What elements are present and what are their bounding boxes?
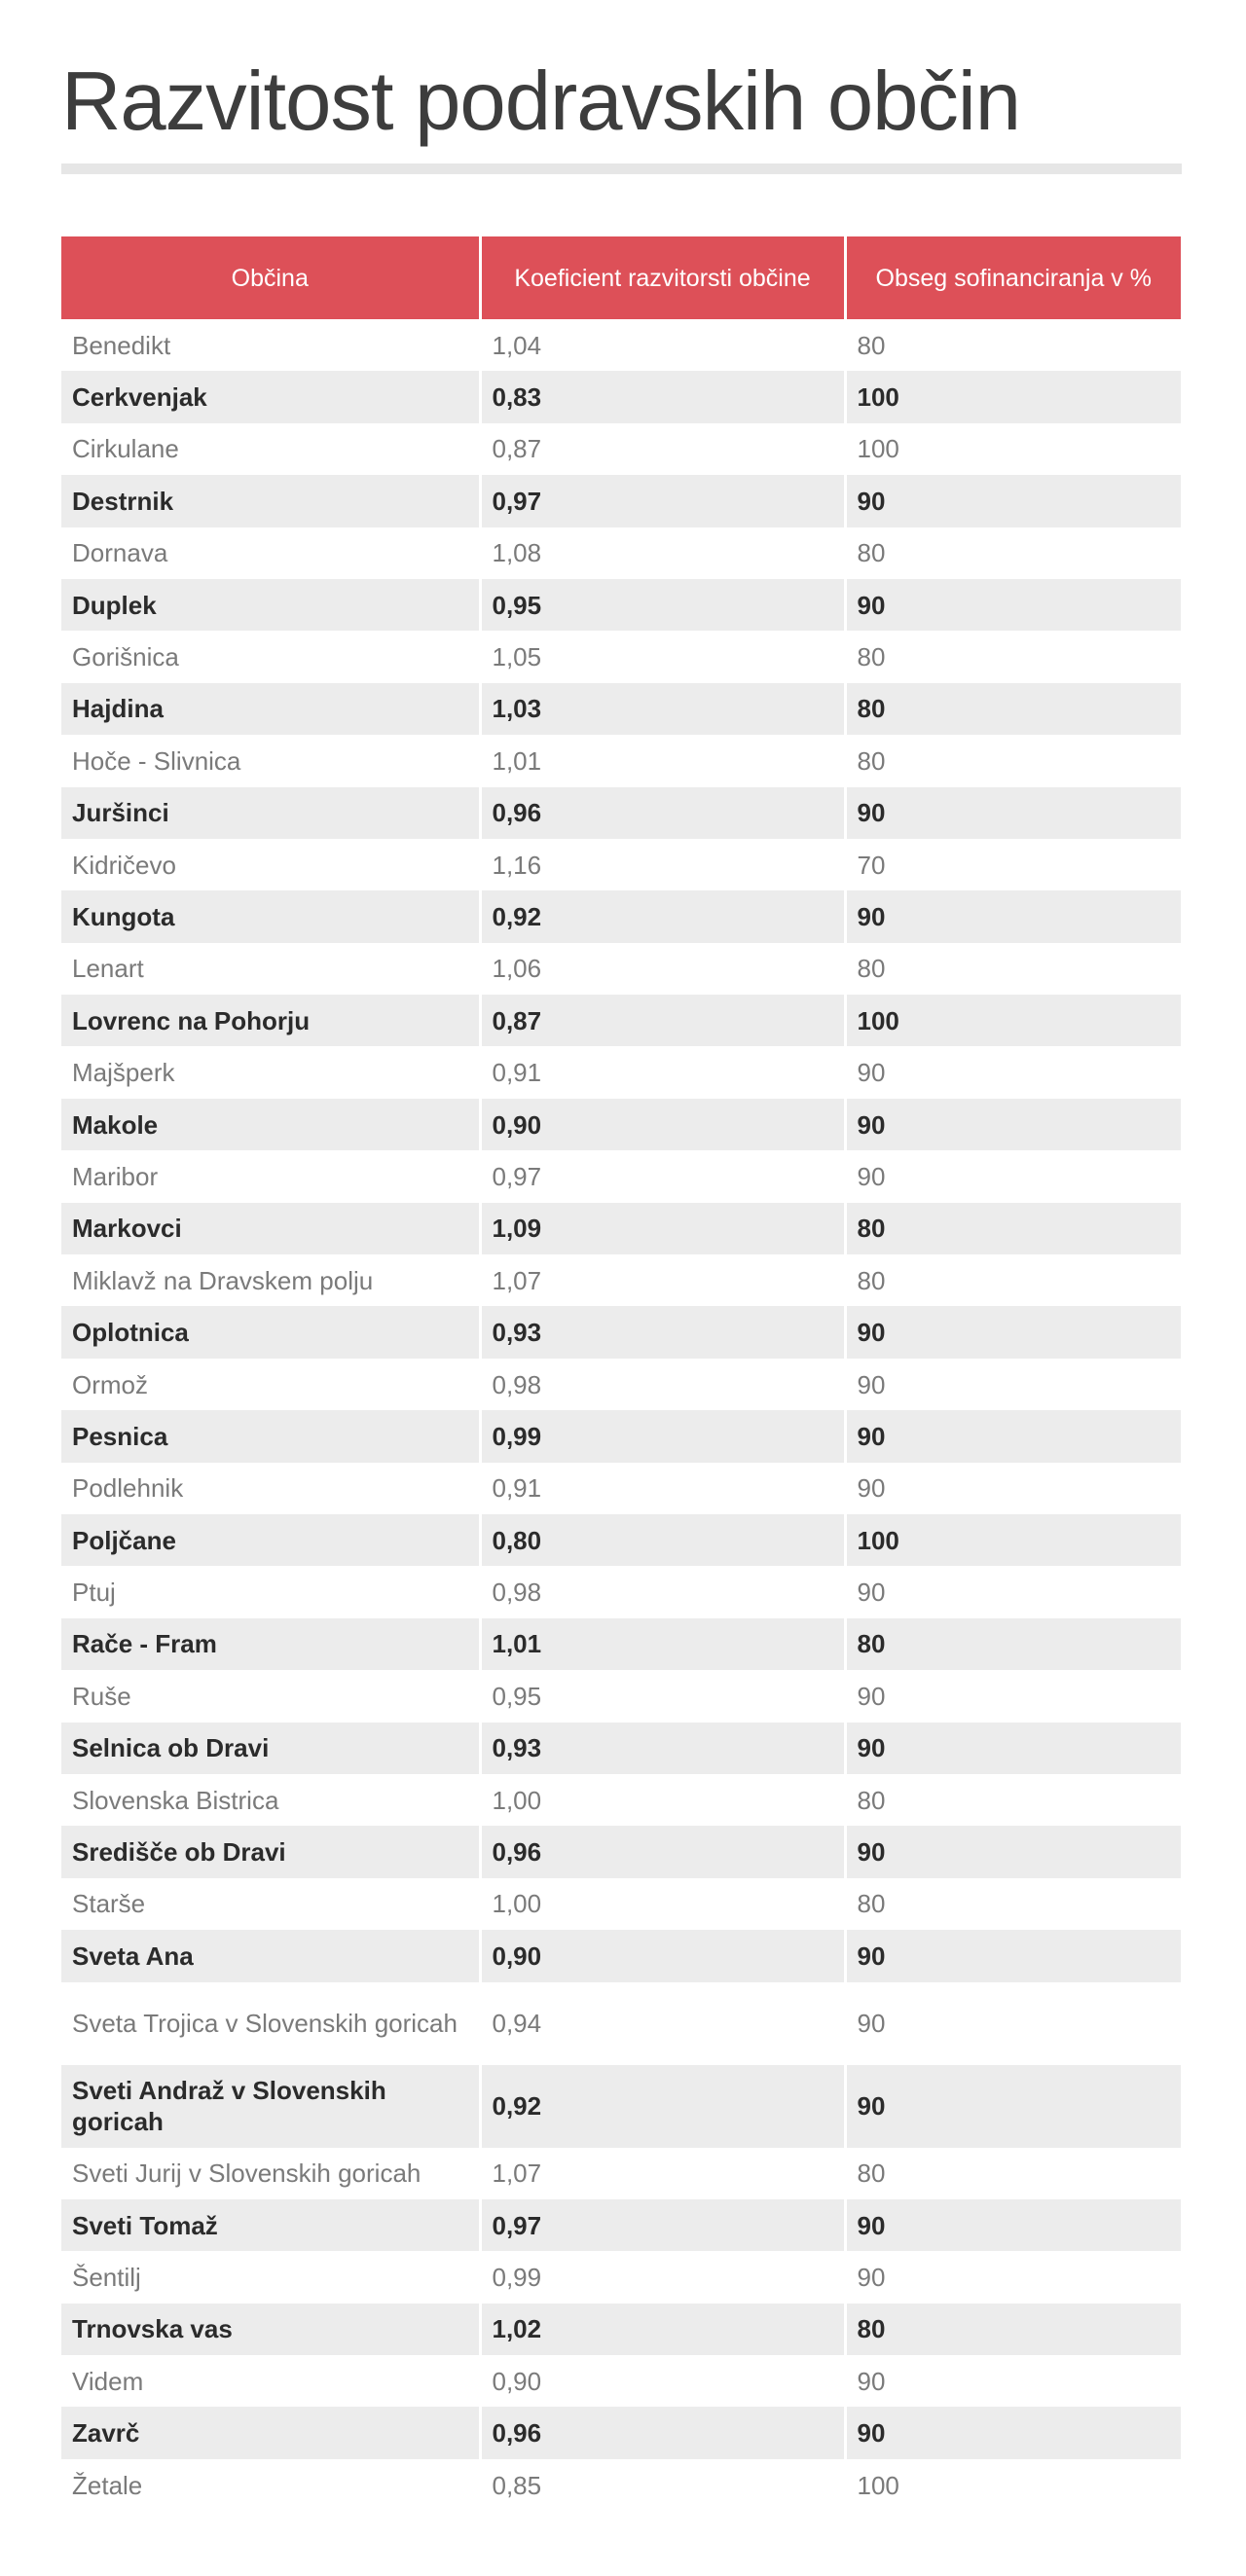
municipality-cell: Gorišnica bbox=[61, 631, 480, 682]
municipality-cell: Pesnica bbox=[61, 1410, 480, 1462]
coefficient-cell: 1,07 bbox=[480, 2148, 845, 2199]
coefficient-cell: 0,93 bbox=[480, 1723, 845, 1774]
coefficient-cell: 0,96 bbox=[480, 2407, 845, 2458]
table-row bbox=[61, 1410, 1181, 1462]
table-row bbox=[61, 1514, 1181, 1566]
cofinancing-cell: 80 bbox=[845, 527, 1181, 579]
municipality-cell: Žetale bbox=[61, 2459, 480, 2511]
table-row bbox=[61, 579, 1181, 631]
municipality-cell: Ormož bbox=[61, 1359, 480, 1410]
cofinancing-cell: 90 bbox=[845, 1099, 1181, 1150]
table-row bbox=[61, 475, 1181, 526]
cofinancing-cell: 90 bbox=[845, 1930, 1181, 1981]
cofinancing-cell: 90 bbox=[845, 2355, 1181, 2407]
municipality-cell: Videm bbox=[61, 2355, 480, 2407]
title-divider bbox=[61, 163, 1182, 174]
table-row bbox=[61, 1566, 1181, 1617]
cofinancing-cell: 90 bbox=[845, 787, 1181, 839]
municipality-cell: Juršinci bbox=[61, 787, 480, 839]
table-row bbox=[61, 1203, 1181, 1254]
table-row bbox=[61, 2065, 1181, 2148]
cofinancing-cell: 100 bbox=[845, 371, 1181, 422]
table-row bbox=[61, 2407, 1181, 2458]
municipality-cell: Šentilj bbox=[61, 2251, 480, 2303]
cofinancing-cell: 80 bbox=[845, 2304, 1181, 2355]
municipality-cell: Miklavž na Dravskem polju bbox=[61, 1254, 480, 1306]
coefficient-cell: 0,96 bbox=[480, 787, 845, 839]
table-header bbox=[61, 236, 1181, 319]
cofinancing-cell: 80 bbox=[845, 631, 1181, 682]
cofinancing-cell: 90 bbox=[845, 1982, 1181, 2065]
municipality-cell: Markovci bbox=[61, 1203, 480, 1254]
table-row bbox=[61, 2459, 1181, 2511]
municipality-cell: Kidričevo bbox=[61, 839, 480, 890]
cofinancing-cell: 90 bbox=[845, 890, 1181, 942]
municipality-cell: Zavrč bbox=[61, 2407, 480, 2458]
cofinancing-cell: 80 bbox=[845, 1618, 1181, 1670]
table-row bbox=[61, 1774, 1181, 1826]
cofinancing-cell: 80 bbox=[845, 2148, 1181, 2199]
table-row bbox=[61, 1046, 1181, 1098]
municipality-cell: Majšperk bbox=[61, 1046, 480, 1098]
table-row bbox=[61, 735, 1181, 786]
table-row bbox=[61, 890, 1181, 942]
cofinancing-cell: 80 bbox=[845, 1203, 1181, 1254]
table-row bbox=[61, 2304, 1181, 2355]
table-row bbox=[61, 1618, 1181, 1670]
municipality-cell: Hajdina bbox=[61, 683, 480, 735]
table-row bbox=[61, 1254, 1181, 1306]
coefficient-cell: 0,93 bbox=[480, 1306, 845, 1358]
table-row bbox=[61, 1306, 1181, 1358]
table-row bbox=[61, 1930, 1181, 1981]
table-row bbox=[61, 371, 1181, 422]
municipality-cell: Dornava bbox=[61, 527, 480, 579]
municipality-cell: Središče ob Dravi bbox=[61, 1826, 480, 1877]
table-row bbox=[61, 527, 1181, 579]
table-row bbox=[61, 2251, 1181, 2303]
coefficient-cell: 0,90 bbox=[480, 1099, 845, 1150]
coefficient-cell: 0,90 bbox=[480, 1930, 845, 1981]
municipality-cell: Sveti Jurij v Slovenskih goricah bbox=[61, 2148, 480, 2199]
column-header-municipality: Občina bbox=[61, 236, 480, 319]
coefficient-cell: 1,01 bbox=[480, 735, 845, 786]
cofinancing-cell: 90 bbox=[845, 1826, 1181, 1877]
cofinancing-cell: 90 bbox=[845, 1150, 1181, 1202]
coefficient-cell: 1,07 bbox=[480, 1254, 845, 1306]
municipality-cell: Lenart bbox=[61, 943, 480, 995]
cofinancing-cell: 90 bbox=[845, 579, 1181, 631]
coefficient-cell: 0,87 bbox=[480, 423, 845, 475]
coefficient-cell: 0,97 bbox=[480, 1150, 845, 1202]
cofinancing-cell: 100 bbox=[845, 2459, 1181, 2511]
coefficient-cell: 0,94 bbox=[480, 1982, 845, 2065]
municipality-cell: Duplek bbox=[61, 579, 480, 631]
column-header-cofinancing: Obseg sofinanciranja v % bbox=[845, 236, 1181, 319]
coefficient-cell: 0,95 bbox=[480, 1670, 845, 1722]
coefficient-cell: 1,02 bbox=[480, 2304, 845, 2355]
cofinancing-cell: 90 bbox=[845, 1359, 1181, 1410]
coefficient-cell: 1,04 bbox=[480, 319, 845, 371]
municipality-cell: Lovrenc na Pohorju bbox=[61, 995, 480, 1046]
table-row bbox=[61, 631, 1181, 682]
header-row bbox=[61, 236, 1181, 319]
cofinancing-cell: 90 bbox=[845, 1410, 1181, 1462]
cofinancing-cell: 80 bbox=[845, 1774, 1181, 1826]
table-row bbox=[61, 683, 1181, 735]
cofinancing-cell: 90 bbox=[845, 2065, 1181, 2148]
coefficient-cell: 0,97 bbox=[480, 2199, 845, 2251]
municipality-cell: Oplotnica bbox=[61, 1306, 480, 1358]
coefficient-cell: 0,98 bbox=[480, 1566, 845, 1617]
municipality-cell: Slovenska Bistrica bbox=[61, 1774, 480, 1826]
municipality-cell: Podlehnik bbox=[61, 1463, 480, 1514]
table-row bbox=[61, 943, 1181, 995]
cofinancing-cell: 90 bbox=[845, 475, 1181, 526]
cofinancing-cell: 80 bbox=[845, 735, 1181, 786]
coefficient-cell: 1,00 bbox=[480, 1774, 845, 1826]
table-row bbox=[61, 1670, 1181, 1722]
column-header-coefficient: Koeficient razvitorsti občine bbox=[480, 236, 845, 319]
table-row bbox=[61, 2355, 1181, 2407]
cofinancing-cell: 90 bbox=[845, 2199, 1181, 2251]
municipality-cell: Cerkvenjak bbox=[61, 371, 480, 422]
table-row bbox=[61, 995, 1181, 1046]
table-row bbox=[61, 2148, 1181, 2199]
municipality-cell: Sveta Trojica v Slovenskih goricah bbox=[61, 1982, 480, 2065]
coefficient-cell: 0,92 bbox=[480, 2065, 845, 2148]
municipality-cell: Rače - Fram bbox=[61, 1618, 480, 1670]
coefficient-cell: 1,08 bbox=[480, 527, 845, 579]
cofinancing-cell: 90 bbox=[845, 2407, 1181, 2458]
table-row bbox=[61, 787, 1181, 839]
municipality-cell: Sveti Andraž v Slovenskih goricah bbox=[61, 2065, 480, 2148]
municipality-cell: Benedikt bbox=[61, 319, 480, 371]
cofinancing-cell: 90 bbox=[845, 1723, 1181, 1774]
cofinancing-cell: 90 bbox=[845, 2251, 1181, 2303]
cofinancing-cell: 70 bbox=[845, 839, 1181, 890]
municipality-cell: Makole bbox=[61, 1099, 480, 1150]
cofinancing-cell: 100 bbox=[845, 423, 1181, 475]
cofinancing-cell: 80 bbox=[845, 1878, 1181, 1930]
municipality-cell: Trnovska vas bbox=[61, 2304, 480, 2355]
coefficient-cell: 0,92 bbox=[480, 890, 845, 942]
table-row bbox=[61, 839, 1181, 890]
coefficient-cell: 1,00 bbox=[480, 1878, 845, 1930]
coefficient-cell: 0,99 bbox=[480, 1410, 845, 1462]
municipality-cell: Hoče - Slivnica bbox=[61, 735, 480, 786]
table-row bbox=[61, 2199, 1181, 2251]
coefficient-cell: 0,97 bbox=[480, 475, 845, 526]
coefficient-cell: 1,16 bbox=[480, 839, 845, 890]
table-row bbox=[61, 1150, 1181, 1202]
table-row bbox=[61, 1359, 1181, 1410]
table-row bbox=[61, 1723, 1181, 1774]
municipality-cell: Poljčane bbox=[61, 1514, 480, 1566]
cofinancing-cell: 90 bbox=[845, 1566, 1181, 1617]
municipality-cell: Ptuj bbox=[61, 1566, 480, 1617]
municipality-cell: Starše bbox=[61, 1878, 480, 1930]
coefficient-cell: 0,91 bbox=[480, 1046, 845, 1098]
cofinancing-cell: 80 bbox=[845, 1254, 1181, 1306]
municipality-cell: Maribor bbox=[61, 1150, 480, 1202]
coefficient-cell: 0,96 bbox=[480, 1826, 845, 1877]
cofinancing-cell: 80 bbox=[845, 683, 1181, 735]
municipality-cell: Sveti Tomaž bbox=[61, 2199, 480, 2251]
coefficient-cell: 1,03 bbox=[480, 683, 845, 735]
cofinancing-cell: 80 bbox=[845, 943, 1181, 995]
table-row bbox=[61, 1463, 1181, 1514]
coefficient-cell: 0,90 bbox=[480, 2355, 845, 2407]
table-row bbox=[61, 423, 1181, 475]
coefficient-cell: 0,85 bbox=[480, 2459, 845, 2511]
table-row bbox=[61, 1982, 1181, 2065]
cofinancing-cell: 90 bbox=[845, 1306, 1181, 1358]
cofinancing-cell: 100 bbox=[845, 1514, 1181, 1566]
page-title: Razvitost podravskih občin bbox=[61, 55, 1021, 148]
coefficient-cell: 0,83 bbox=[480, 371, 845, 422]
coefficient-cell: 0,87 bbox=[480, 995, 845, 1046]
table-body bbox=[61, 319, 1181, 2511]
municipality-cell: Ruše bbox=[61, 1670, 480, 1722]
coefficient-cell: 0,95 bbox=[480, 579, 845, 631]
coefficient-cell: 0,99 bbox=[480, 2251, 845, 2303]
table-row bbox=[61, 319, 1181, 371]
coefficient-cell: 0,91 bbox=[480, 1463, 845, 1514]
development-table bbox=[61, 236, 1181, 2511]
municipality-cell: Selnica ob Dravi bbox=[61, 1723, 480, 1774]
table-row bbox=[61, 1878, 1181, 1930]
coefficient-cell: 0,98 bbox=[480, 1359, 845, 1410]
cofinancing-cell: 90 bbox=[845, 1046, 1181, 1098]
municipality-cell: Kungota bbox=[61, 890, 480, 942]
coefficient-cell: 0,80 bbox=[480, 1514, 845, 1566]
cofinancing-cell: 100 bbox=[845, 995, 1181, 1046]
cofinancing-cell: 90 bbox=[845, 1463, 1181, 1514]
cofinancing-cell: 80 bbox=[845, 319, 1181, 371]
cofinancing-cell: 90 bbox=[845, 1670, 1181, 1722]
municipality-cell: Cirkulane bbox=[61, 423, 480, 475]
table-row bbox=[61, 1099, 1181, 1150]
table-row bbox=[61, 1826, 1181, 1877]
coefficient-cell: 1,06 bbox=[480, 943, 845, 995]
coefficient-cell: 1,05 bbox=[480, 631, 845, 682]
coefficient-cell: 1,01 bbox=[480, 1618, 845, 1670]
municipality-cell: Destrnik bbox=[61, 475, 480, 526]
municipality-cell: Sveta Ana bbox=[61, 1930, 480, 1981]
coefficient-cell: 1,09 bbox=[480, 1203, 845, 1254]
